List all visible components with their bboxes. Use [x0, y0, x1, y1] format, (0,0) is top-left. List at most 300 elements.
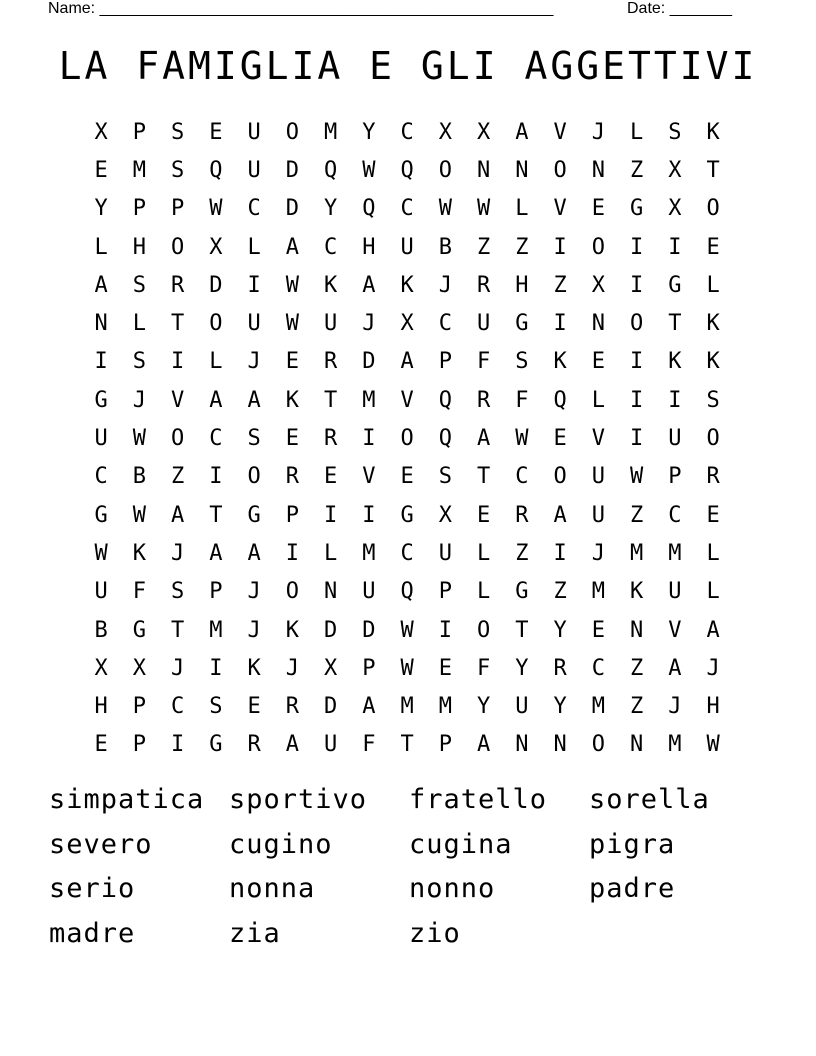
- grid-letter: O: [247, 464, 261, 490]
- grid-letter: X: [94, 119, 108, 145]
- word-list-item: severo: [49, 828, 153, 860]
- grid-letter: K: [324, 272, 338, 298]
- grid-letter: O: [171, 426, 185, 452]
- grid-letter: P: [132, 196, 146, 222]
- grid-letter: S: [438, 464, 452, 490]
- grid-letter: P: [285, 502, 299, 528]
- grid-letter: P: [132, 694, 146, 720]
- grid-letter: A: [209, 540, 223, 566]
- grid-letter: E: [591, 617, 605, 643]
- grid-letter: M: [362, 387, 376, 413]
- grid-letter: U: [591, 464, 605, 490]
- grid-letter: S: [247, 426, 261, 452]
- grid-letter: L: [630, 119, 644, 145]
- grid-letter: N: [515, 157, 529, 183]
- grid-letter: P: [668, 464, 682, 490]
- grid-letter: K: [706, 349, 720, 375]
- grid-letter: I: [247, 272, 261, 298]
- grid-letter: U: [247, 119, 261, 145]
- grid-letter: S: [209, 694, 223, 720]
- grid-letter: L: [477, 540, 491, 566]
- grid-letter: X: [132, 655, 146, 681]
- grid-letter: M: [591, 579, 605, 605]
- grid-letter: A: [706, 617, 720, 643]
- grid-letter: O: [400, 426, 414, 452]
- grid-letter: U: [324, 311, 338, 337]
- grid-letter: Z: [630, 655, 644, 681]
- grid-letter: E: [94, 732, 108, 758]
- grid-letter: W: [400, 655, 414, 681]
- grid-letter: X: [591, 272, 605, 298]
- grid-letter: C: [668, 502, 682, 528]
- grid-letter: R: [477, 387, 491, 413]
- grid-letter: D: [285, 196, 299, 222]
- grid-letter: P: [132, 732, 146, 758]
- grid-letter: I: [668, 234, 682, 260]
- grid-letter: A: [362, 272, 376, 298]
- grid-letter: I: [553, 234, 567, 260]
- grid-letter: R: [247, 732, 261, 758]
- grid-letter: R: [706, 464, 720, 490]
- grid-letter: P: [438, 732, 452, 758]
- grid-letter: J: [706, 655, 720, 681]
- grid-letter: U: [668, 426, 682, 452]
- grid-letter: O: [285, 579, 299, 605]
- grid-letter: W: [706, 732, 720, 758]
- grid-letter: G: [132, 617, 146, 643]
- grid-letter: P: [171, 196, 185, 222]
- grid-letter: K: [285, 387, 299, 413]
- grid-letter: G: [515, 311, 529, 337]
- grid-letter: A: [171, 502, 185, 528]
- grid-letter: K: [132, 540, 146, 566]
- grid-letter: W: [362, 157, 376, 183]
- grid-letter: Y: [553, 694, 567, 720]
- grid-letter: Y: [94, 196, 108, 222]
- grid-letter: S: [668, 119, 682, 145]
- grid-letter: R: [171, 272, 185, 298]
- grid-letter: A: [400, 349, 414, 375]
- grid-letter: M: [630, 540, 644, 566]
- grid-letter: U: [362, 579, 376, 605]
- grid-letter: V: [362, 464, 376, 490]
- grid-letter: G: [515, 579, 529, 605]
- grid-letter: R: [553, 655, 567, 681]
- grid-letter: V: [668, 617, 682, 643]
- grid-letter: A: [247, 540, 261, 566]
- grid-letter: O: [285, 119, 299, 145]
- grid-letter: C: [94, 464, 108, 490]
- grid-letter: I: [362, 426, 376, 452]
- grid-letter: U: [247, 311, 261, 337]
- grid-letter: W: [285, 272, 299, 298]
- word-list-item: fratello: [409, 784, 548, 815]
- grid-letter: F: [515, 387, 529, 413]
- grid-letter: W: [132, 426, 146, 452]
- grid-letter: W: [515, 426, 529, 452]
- grid-letter: T: [477, 464, 491, 490]
- word-list-item: sorella: [589, 784, 710, 815]
- grid-letter: E: [553, 426, 567, 452]
- grid-letter: N: [94, 311, 108, 337]
- grid-letter: E: [706, 234, 720, 260]
- grid-letter: F: [477, 349, 491, 375]
- grid-letter: S: [171, 119, 185, 145]
- grid-letter: S: [706, 387, 720, 413]
- grid-letter: K: [706, 119, 720, 145]
- grid-letter: Q: [438, 426, 452, 452]
- grid-letter: A: [477, 732, 491, 758]
- grid-letter: Z: [515, 234, 529, 260]
- grid-letter: Y: [324, 196, 338, 222]
- grid-letter: C: [209, 426, 223, 452]
- grid-letter: U: [400, 234, 414, 260]
- grid-letter: X: [477, 119, 491, 145]
- grid-letter: A: [553, 502, 567, 528]
- grid-letter: R: [477, 272, 491, 298]
- grid-letter: W: [209, 196, 223, 222]
- grid-letter: O: [706, 426, 720, 452]
- grid-letter: A: [362, 694, 376, 720]
- grid-letter: G: [94, 387, 108, 413]
- grid-letter: A: [247, 387, 261, 413]
- word-list-item: zia: [229, 918, 281, 950]
- grid-letter: M: [324, 119, 338, 145]
- grid-letter: J: [591, 540, 605, 566]
- grid-letter: Q: [400, 579, 414, 605]
- grid-letter: D: [362, 617, 376, 643]
- grid-letter: A: [515, 119, 529, 145]
- grid-letter: I: [94, 349, 108, 375]
- grid-letter: J: [132, 387, 146, 413]
- word-list-item: sportivo: [229, 784, 368, 815]
- grid-letter: I: [285, 540, 299, 566]
- grid-letter: P: [438, 349, 452, 375]
- word-list-item: simpatica: [49, 784, 205, 815]
- grid-letter: W: [132, 502, 146, 528]
- grid-letter: Q: [553, 387, 567, 413]
- grid-letter: P: [209, 579, 223, 605]
- grid-letter: Y: [515, 655, 529, 681]
- grid-letter: J: [171, 540, 185, 566]
- grid-letter: O: [171, 234, 185, 260]
- grid-letter: L: [247, 234, 261, 260]
- grid-letter: K: [553, 349, 567, 375]
- grid-letter: I: [324, 502, 338, 528]
- grid-letter: X: [324, 655, 338, 681]
- grid-letter: E: [706, 502, 720, 528]
- grid-letter: Q: [209, 157, 223, 183]
- grid-letter: W: [285, 311, 299, 337]
- grid-letter: C: [400, 119, 414, 145]
- grid-letter: M: [132, 157, 146, 183]
- grid-letter: R: [515, 502, 529, 528]
- grid-letter: O: [591, 234, 605, 260]
- grid-letter: Z: [553, 579, 567, 605]
- grid-letter: G: [94, 502, 108, 528]
- grid-letter: T: [324, 387, 338, 413]
- word-list-item: serio: [49, 873, 136, 905]
- grid-letter: N: [553, 732, 567, 758]
- grid-letter: C: [591, 655, 605, 681]
- word-list-item: nonna: [229, 873, 316, 905]
- grid-letter: Z: [171, 464, 185, 490]
- grid-letter: Z: [630, 502, 644, 528]
- grid-letter: M: [400, 694, 414, 720]
- grid-letter: L: [209, 349, 223, 375]
- grid-letter: T: [706, 157, 720, 183]
- grid-letter: O: [438, 157, 452, 183]
- grid-letter: X: [400, 311, 414, 337]
- grid-letter: E: [285, 426, 299, 452]
- grid-letter: U: [515, 694, 529, 720]
- grid-letter: G: [668, 272, 682, 298]
- grid-letter: E: [94, 157, 108, 183]
- grid-letter: I: [630, 387, 644, 413]
- grid-letter: J: [591, 119, 605, 145]
- grid-letter: I: [362, 502, 376, 528]
- grid-letter: X: [438, 119, 452, 145]
- grid-letter: R: [285, 694, 299, 720]
- grid-letter: I: [171, 732, 185, 758]
- word-list-item: cugina: [409, 828, 513, 860]
- grid-letter: P: [438, 579, 452, 605]
- grid-letter: M: [209, 617, 223, 643]
- grid-letter: A: [94, 272, 108, 298]
- grid-letter: J: [668, 694, 682, 720]
- grid-letter: G: [400, 502, 414, 528]
- grid-letter: L: [591, 387, 605, 413]
- grid-letter: U: [477, 311, 491, 337]
- grid-letter: I: [668, 387, 682, 413]
- grid-letter: X: [668, 196, 682, 222]
- grid-letter: U: [324, 732, 338, 758]
- grid-letter: A: [668, 655, 682, 681]
- grid-letter: N: [591, 311, 605, 337]
- grid-letter: J: [285, 655, 299, 681]
- grid-letter: U: [668, 579, 682, 605]
- grid-letter: A: [209, 387, 223, 413]
- grid-letter: E: [591, 196, 605, 222]
- grid-letter: Z: [477, 234, 491, 260]
- grid-letter: N: [324, 579, 338, 605]
- date-field-label: Date: _______: [627, 0, 732, 17]
- grid-letter: W: [630, 464, 644, 490]
- grid-letter: I: [630, 272, 644, 298]
- grid-letter: I: [630, 349, 644, 375]
- grid-letter: D: [324, 617, 338, 643]
- grid-letter: X: [438, 502, 452, 528]
- grid-letter: H: [362, 234, 376, 260]
- grid-letter: I: [438, 617, 452, 643]
- grid-letter: E: [438, 655, 452, 681]
- grid-letter: D: [209, 272, 223, 298]
- grid-letter: D: [285, 157, 299, 183]
- grid-letter: I: [209, 655, 223, 681]
- grid-letter: W: [477, 196, 491, 222]
- grid-letter: M: [668, 540, 682, 566]
- grid-letter: S: [515, 349, 529, 375]
- grid-letter: C: [247, 196, 261, 222]
- word-search-grid: [82, 113, 732, 764]
- grid-letter: J: [247, 349, 261, 375]
- grid-letter: Q: [438, 387, 452, 413]
- grid-letter: E: [477, 502, 491, 528]
- grid-letter: E: [285, 349, 299, 375]
- grid-letter: C: [400, 540, 414, 566]
- grid-letter: Z: [630, 694, 644, 720]
- grid-letter: A: [285, 732, 299, 758]
- grid-letter: O: [553, 157, 567, 183]
- grid-letter: W: [400, 617, 414, 643]
- grid-letter: J: [247, 579, 261, 605]
- grid-letter: M: [668, 732, 682, 758]
- grid-letter: P: [132, 119, 146, 145]
- grid-letter: V: [553, 196, 567, 222]
- grid-letter: S: [171, 157, 185, 183]
- grid-letter: S: [171, 579, 185, 605]
- grid-letter: M: [362, 540, 376, 566]
- grid-letter: K: [400, 272, 414, 298]
- grid-letter: D: [362, 349, 376, 375]
- grid-letter: E: [400, 464, 414, 490]
- grid-letter: U: [94, 579, 108, 605]
- grid-letter: X: [668, 157, 682, 183]
- grid-letter: J: [247, 617, 261, 643]
- grid-letter: B: [94, 617, 108, 643]
- grid-letter: L: [94, 234, 108, 260]
- word-list-item: padre: [589, 873, 676, 905]
- grid-letter: N: [515, 732, 529, 758]
- grid-letter: I: [553, 311, 567, 337]
- grid-letter: E: [324, 464, 338, 490]
- grid-letter: T: [171, 311, 185, 337]
- grid-letter: T: [668, 311, 682, 337]
- grid-letter: Q: [362, 196, 376, 222]
- grid-letter: N: [591, 157, 605, 183]
- grid-letter: R: [324, 426, 338, 452]
- grid-letter: D: [324, 694, 338, 720]
- grid-letter: F: [362, 732, 376, 758]
- grid-letter: L: [706, 540, 720, 566]
- header-line: [48, 0, 748, 18]
- grid-letter: T: [515, 617, 529, 643]
- grid-letter: Z: [553, 272, 567, 298]
- grid-letter: L: [515, 196, 529, 222]
- grid-letter: I: [171, 349, 185, 375]
- grid-letter: F: [477, 655, 491, 681]
- grid-letter: U: [247, 157, 261, 183]
- grid-letter: O: [630, 311, 644, 337]
- grid-letter: G: [630, 196, 644, 222]
- grid-letter: H: [515, 272, 529, 298]
- grid-letter: U: [591, 502, 605, 528]
- grid-letter: G: [247, 502, 261, 528]
- grid-letter: N: [630, 732, 644, 758]
- grid-letter: S: [132, 349, 146, 375]
- grid-letter: Y: [553, 617, 567, 643]
- name-field-label: Name: ___________________________________________________: [48, 0, 554, 17]
- grid-letter: R: [285, 464, 299, 490]
- page-title: LA FAMIGLIA E GLI AGGETTIVI: [58, 44, 758, 88]
- grid-letter: W: [438, 196, 452, 222]
- grid-letter: S: [132, 272, 146, 298]
- grid-letter: U: [438, 540, 452, 566]
- grid-letter: O: [553, 464, 567, 490]
- grid-letter: C: [400, 196, 414, 222]
- grid-letter: Z: [515, 540, 529, 566]
- grid-letter: J: [438, 272, 452, 298]
- grid-letter: B: [132, 464, 146, 490]
- grid-letter: N: [477, 157, 491, 183]
- grid-letter: Y: [362, 119, 376, 145]
- grid-letter: P: [362, 655, 376, 681]
- grid-letter: B: [438, 234, 452, 260]
- word-list-item: nonno: [409, 873, 496, 905]
- grid-letter: O: [706, 196, 720, 222]
- grid-letter: E: [591, 349, 605, 375]
- word-list-item: pigra: [589, 828, 676, 860]
- grid-letter: I: [630, 234, 644, 260]
- grid-letter: K: [630, 579, 644, 605]
- grid-letter: Q: [400, 157, 414, 183]
- grid-letter: X: [94, 655, 108, 681]
- grid-letter: K: [285, 617, 299, 643]
- grid-letter: I: [630, 426, 644, 452]
- grid-letter: L: [324, 540, 338, 566]
- grid-letter: L: [477, 579, 491, 605]
- grid-letter: C: [438, 311, 452, 337]
- grid-letter: X: [209, 234, 223, 260]
- grid-letter: L: [706, 579, 720, 605]
- grid-letter: L: [706, 272, 720, 298]
- grid-letter: J: [362, 311, 376, 337]
- grid-letter: C: [515, 464, 529, 490]
- grid-letter: M: [438, 694, 452, 720]
- grid-letter: C: [324, 234, 338, 260]
- grid-letter: R: [324, 349, 338, 375]
- grid-letter: O: [591, 732, 605, 758]
- word-list-item: zio: [409, 918, 461, 950]
- grid-letter: C: [171, 694, 185, 720]
- grid-letter: T: [400, 732, 414, 758]
- grid-letter: I: [209, 464, 223, 490]
- grid-letter: O: [477, 617, 491, 643]
- grid-letter: G: [209, 732, 223, 758]
- grid-letter: K: [247, 655, 261, 681]
- grid-letter: V: [400, 387, 414, 413]
- grid-letter: H: [706, 694, 720, 720]
- grid-letter: F: [132, 579, 146, 605]
- grid-letter: Q: [324, 157, 338, 183]
- word-list-item: cugino: [229, 828, 333, 860]
- grid-letter: V: [171, 387, 185, 413]
- grid-letter: E: [247, 694, 261, 720]
- word-list: [49, 778, 769, 957]
- grid-letter: H: [94, 694, 108, 720]
- grid-letter: L: [132, 311, 146, 337]
- grid-letter: K: [668, 349, 682, 375]
- grid-letter: Z: [630, 157, 644, 183]
- grid-letter: A: [285, 234, 299, 260]
- grid-letter: H: [132, 234, 146, 260]
- grid-letter: V: [591, 426, 605, 452]
- grid-letter: A: [477, 426, 491, 452]
- grid-letter: Y: [477, 694, 491, 720]
- grid-letter: M: [591, 694, 605, 720]
- grid-letter: K: [706, 311, 720, 337]
- grid-letter: J: [171, 655, 185, 681]
